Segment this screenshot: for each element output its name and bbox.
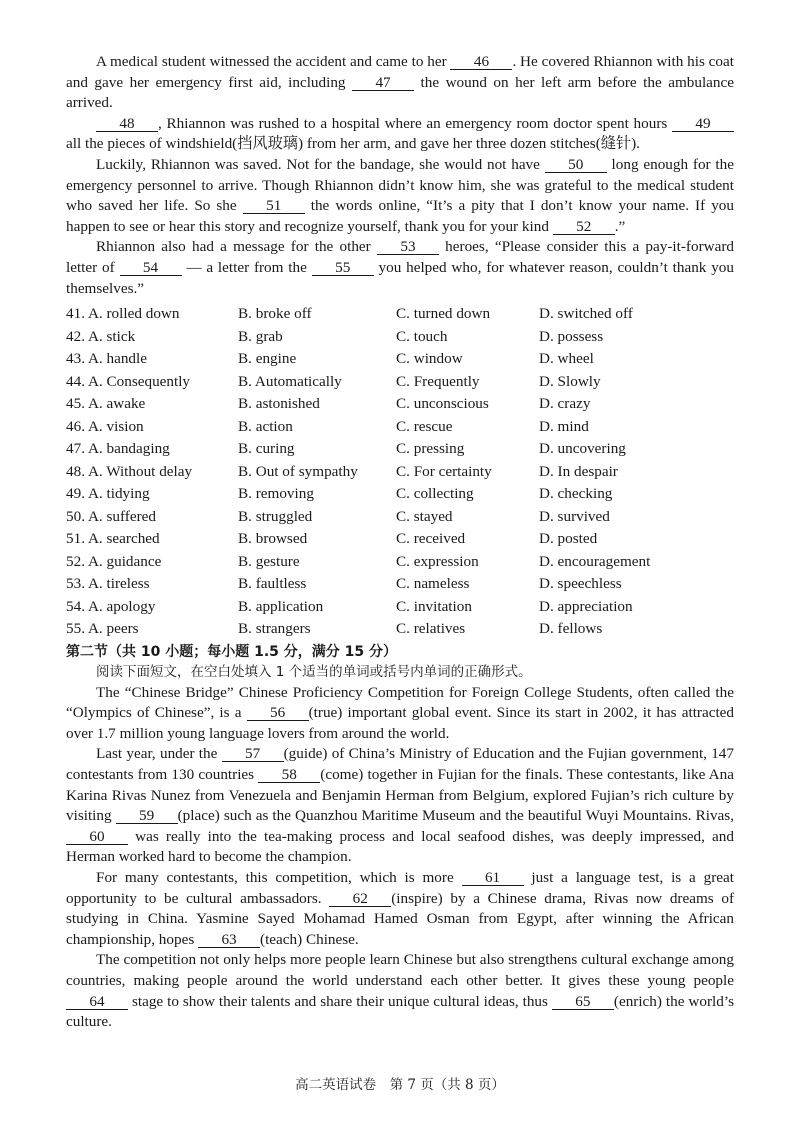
option-B: B. strangers bbox=[238, 620, 311, 638]
option-D: D. uncovering bbox=[539, 440, 626, 458]
option-A: 55. A. peers bbox=[66, 620, 139, 638]
blank-60: 60 bbox=[66, 829, 128, 845]
option-D: D. crazy bbox=[539, 395, 591, 413]
option-row bbox=[66, 483, 734, 506]
cloze-passage bbox=[66, 52, 734, 299]
option-row bbox=[66, 573, 734, 596]
option-B: B. struggled bbox=[238, 507, 313, 525]
blank-63: 63 bbox=[198, 932, 260, 948]
page-footer: 高二英语试卷 第 7 页（共 8 页） bbox=[295, 1077, 505, 1093]
option-row bbox=[66, 551, 734, 574]
option-D: D. switched off bbox=[539, 305, 633, 323]
option-B: B. removing bbox=[238, 485, 314, 503]
option-D: D. survived bbox=[539, 507, 610, 525]
option-B: B. astonished bbox=[238, 395, 320, 413]
option-B: B. action bbox=[238, 417, 293, 435]
option-A: 49. A. tidying bbox=[66, 485, 150, 503]
option-D: D. fellows bbox=[539, 620, 603, 638]
paragraph: A medical student witnessed the accident and came to her 46 . He covered Rhiannon with his coat and gave her emergency first aid, including 47 the wound on her left arm before the ambulance arrived. bbox=[66, 53, 734, 112]
option-C: C. stayed bbox=[396, 507, 453, 525]
blank-47: 47 bbox=[352, 75, 414, 91]
blank-59: 59 bbox=[116, 808, 178, 824]
option-C: C. relatives bbox=[396, 620, 466, 638]
blank-50: 50 bbox=[545, 157, 607, 173]
blank-49: 49 bbox=[672, 116, 734, 132]
blank-55: 55 bbox=[312, 260, 374, 276]
option-D: D. checking bbox=[539, 485, 613, 503]
option-D: D. Slowly bbox=[539, 372, 601, 390]
option-C: C. unconscious bbox=[396, 395, 489, 413]
blank-48: 48 bbox=[96, 116, 158, 132]
section-2-instruction: 阅读下面短文，在空白处填入 1 个适当的单词或括号内单词的正确形式。 bbox=[96, 663, 532, 680]
option-row bbox=[66, 416, 734, 439]
option-A: 45. A. awake bbox=[66, 395, 146, 413]
option-D: D. possess bbox=[539, 327, 604, 345]
blank-53: 53 bbox=[377, 239, 439, 255]
option-A: 43. A. handle bbox=[66, 350, 147, 368]
blank-62: 62 bbox=[329, 891, 391, 907]
option-row bbox=[66, 596, 734, 619]
paragraph: The “Chinese Bridge” Chinese Proficiency Competition for Foreign College Students, often called the “Olympics of Chinese”, is a 56 (true) important global event. Since its start in 2002, it has attracted over 1.7 million young language lovers from around the world. bbox=[66, 683, 735, 742]
blank-56: 56 bbox=[247, 705, 309, 721]
option-D: D. encouragement bbox=[539, 552, 651, 570]
option-B: B. Automatically bbox=[238, 372, 342, 390]
option-row bbox=[66, 393, 734, 416]
option-A: 47. A. bandaging bbox=[66, 440, 170, 458]
option-B: B. grab bbox=[238, 327, 283, 345]
option-B: B. browsed bbox=[238, 530, 308, 548]
option-row bbox=[66, 506, 734, 529]
option-B: B. faultless bbox=[238, 575, 307, 593]
option-row bbox=[66, 303, 734, 326]
blank-64: 64 bbox=[66, 994, 128, 1010]
option-C: C. turned down bbox=[396, 305, 491, 323]
option-B: B. Out of sympathy bbox=[238, 462, 358, 480]
option-row bbox=[66, 348, 734, 371]
cloze-options-table bbox=[66, 303, 734, 641]
option-C: C. touch bbox=[396, 327, 448, 345]
option-C: C. received bbox=[396, 530, 466, 548]
option-C: C. rescue bbox=[396, 417, 453, 435]
option-A: 52. A. guidance bbox=[66, 552, 162, 570]
blank-65: 65 bbox=[552, 994, 614, 1010]
option-A: 51. A. searched bbox=[66, 530, 160, 548]
option-D: D. mind bbox=[539, 417, 589, 435]
paragraph: 48 , Rhiannon was rushed to a hospital where an emergency room doctor spent hours 49 all the pieces of windshield(挡风玻璃) from her arm, and gave her three dozen stitches(缝针). bbox=[66, 114, 734, 155]
option-A: 53. A. tireless bbox=[66, 575, 150, 593]
option-D: D. wheel bbox=[539, 350, 594, 368]
blank-46: 46 bbox=[450, 54, 512, 70]
option-row bbox=[66, 618, 734, 641]
grammar-fill-passage bbox=[66, 683, 734, 1033]
option-A: 54. A. apology bbox=[66, 597, 156, 615]
option-row bbox=[66, 326, 734, 349]
paragraph: Luckily, Rhiannon was saved. Not for the bandage, she would not have 50 long enough for the emergency personnel to arrive. Though Rhiannon didn’t know him, she was grateful to the medical student who saved her life. So she 51 the words online, “It’s a pity that I don’t know your name. If you happen to see or hear this story and recognize yourself, thank you for your kind 52 .” bbox=[66, 155, 734, 235]
option-C: C. collecting bbox=[396, 485, 474, 503]
option-row bbox=[66, 528, 734, 551]
option-B: B. engine bbox=[238, 350, 297, 368]
option-A: 50. A. suffered bbox=[66, 507, 156, 525]
exam-page bbox=[66, 52, 734, 1033]
option-C: C. pressing bbox=[396, 440, 465, 458]
option-A: 48. A. Without delay bbox=[66, 462, 193, 480]
paragraph: The competition not only helps more people learn Chinese but also strengthens cultural exchange among countries, making people around the world understand each other better. It gives these young people 64 stage to show their talents and share their unique cultural ideas, thus 65 (enrich) the world’s culture. bbox=[66, 951, 734, 1031]
option-B: B. gesture bbox=[238, 552, 300, 570]
blank-51: 51 bbox=[243, 198, 305, 214]
option-C: C. Frequently bbox=[396, 372, 480, 390]
option-B: B. application bbox=[238, 597, 324, 615]
blank-52: 52 bbox=[553, 219, 615, 235]
option-C: C. For certainty bbox=[396, 462, 492, 480]
blank-57: 57 bbox=[222, 746, 284, 762]
option-row bbox=[66, 438, 734, 461]
option-C: C. nameless bbox=[396, 575, 470, 593]
option-A: 46. A. vision bbox=[66, 417, 144, 435]
option-D: D. In despair bbox=[539, 462, 618, 480]
option-D: D. appreciation bbox=[539, 597, 633, 615]
blank-61: 61 bbox=[462, 870, 524, 886]
option-A: 44. A. Consequently bbox=[66, 372, 191, 390]
option-C: C. invitation bbox=[396, 597, 472, 615]
paragraph: Last year, under the 57 (guide) of China’s Ministry of Education and the Fujian government, 147 contestants from 130 countries 58 (come) together in Fujian for the finals. These contestants, like Ana Karina Rivas Nunez from Venezuela and Benjamin Herman from Belgium, explored Fujian’s rich culture by visiting 59 (place) such as the Quanzhou Maritime Museum and the beautiful Wuyi Mountains. Rivas, 60 was really into the tea-making process and local seafood dishes, was deeply impressed, and Herman worked hard to become the champion. bbox=[66, 745, 734, 866]
option-A: 42. A. stick bbox=[66, 327, 136, 345]
option-B: B. curing bbox=[238, 440, 295, 458]
option-D: D. posted bbox=[539, 530, 598, 548]
option-B: B. broke off bbox=[238, 305, 312, 323]
option-C: C. window bbox=[396, 350, 463, 368]
paragraph: For many contestants, this competition, which is more 61 just a language test, is a great opportunity to be cultural ambassadors. 62 (inspire) by a Chinese drama, Rivas now dreams of studying in China. Yasmine Sayed Mohamad Hamed Osman from Egypt, after winning the African championship, hopes 63 (teach) Chinese. bbox=[66, 868, 735, 948]
blank-58: 58 bbox=[258, 767, 320, 783]
section-2-heading: 第二节（共 10 小题；每小题 1.5 分，满分 15 分） bbox=[66, 643, 398, 660]
blank-54: 54 bbox=[120, 260, 182, 276]
paragraph: Rhiannon also had a message for the other 53 heroes, “Please consider this a pay-it-forward letter of 54 — a letter from the 55 you helped who, for whatever reason, couldn’t thank you themselves.” bbox=[66, 238, 734, 297]
option-C: C. expression bbox=[396, 552, 479, 570]
option-D: D. speechless bbox=[539, 575, 622, 593]
option-A: 41. A. rolled down bbox=[66, 305, 180, 323]
option-row bbox=[66, 371, 734, 394]
option-row bbox=[66, 461, 734, 484]
